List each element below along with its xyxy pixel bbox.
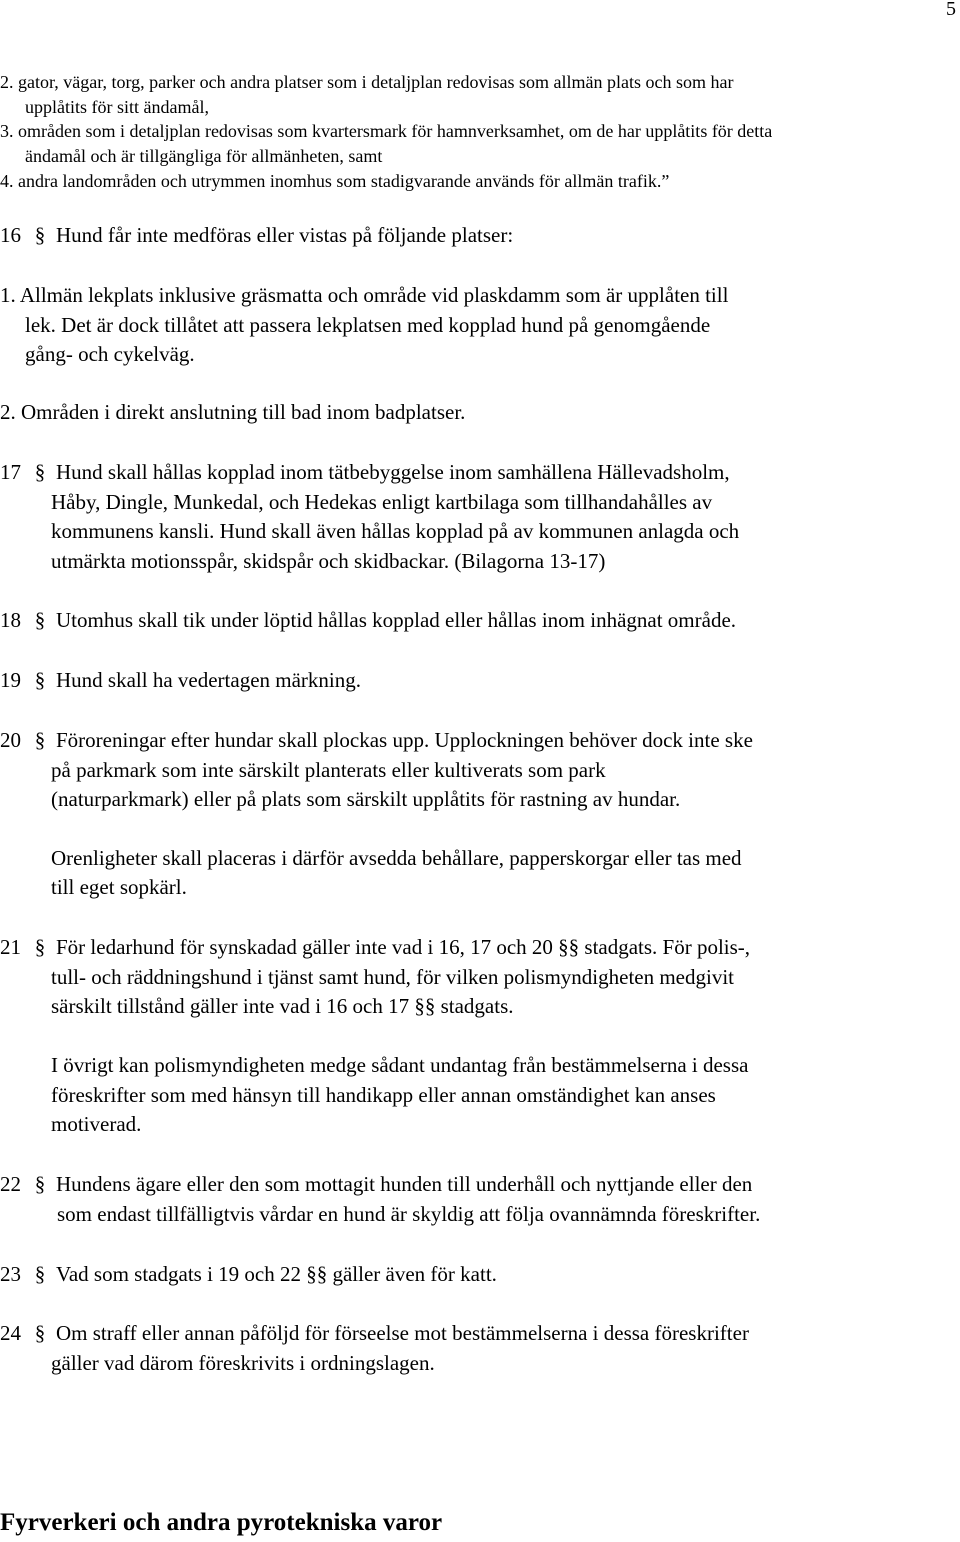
paragraph-number: 23 xyxy=(0,1262,21,1286)
paragraph-22-line2: som endast tillfälligtvis vårdar en hund är skyldig att följa ovannämnda föreskrifter. xyxy=(57,1202,761,1226)
paragraph-17-line3: kommunens kansli. Hund skall även hållas kopplad på av kommunen anlagda och xyxy=(51,519,740,543)
section-symbol: § xyxy=(558,935,569,959)
paragraph-text: Hund skall hållas kopplad inom tätbebyggelse inom samhällena Hällevadsholm, xyxy=(56,460,730,484)
section-symbol: § xyxy=(34,1262,46,1286)
paragraph-text: Utomhus skall tik under löptid hållas kopplad eller hållas inom inhägnat område. xyxy=(56,608,737,632)
paragraph-text: Om straff eller annan påföljd för förseelse mot bestämmelserna i dessa föreskrifter xyxy=(56,1321,749,1345)
section-symbol: § xyxy=(316,1262,328,1286)
paragraph-21-extra-line3: motiverad. xyxy=(51,1112,142,1136)
section-symbol: § xyxy=(414,994,425,1018)
p16-item-1-line2: lek. Det är dock tillåtet att passera lekplatsen med kopplad hund på genomgående xyxy=(25,313,711,337)
paragraph-number: 17 xyxy=(0,460,21,484)
intro-item-2-line2: upplåtits för sitt ändamål, xyxy=(25,97,209,117)
paragraph-20-line3: (naturparkmark) eller på plats som särskilt upplåtits för rastning av hundar. xyxy=(51,787,681,811)
section-symbol: § xyxy=(34,668,46,692)
paragraph-20-extra-line2: till eget sopkärl. xyxy=(51,875,187,899)
paragraph-20-extra-line1: Orenligheter skall placeras i därför avsedda behållare, papperskorgar eller tas med xyxy=(51,846,742,870)
paragraph-text: Vad som stadgats i 19 och 22 xyxy=(56,1262,301,1286)
section-symbol: § xyxy=(306,1262,317,1286)
paragraph-text-cont: gäller även för katt. xyxy=(332,1262,497,1286)
paragraph-17 xyxy=(0,457,930,487)
paragraph-20-line2: på parkmark som inte särskilt planterats eller kultiverats som park xyxy=(51,758,606,782)
paragraph-16 xyxy=(0,220,930,250)
paragraph-text-cont: stadgats. xyxy=(440,994,514,1018)
paragraph-number: 18 xyxy=(0,608,21,632)
paragraph-number: 24 xyxy=(0,1321,21,1345)
p16-item-2-line1: 2. Områden i direkt anslutning till bad inom badplatser. xyxy=(0,400,466,424)
paragraph-number: 21 xyxy=(0,935,21,959)
paragraph-number: 19 xyxy=(0,668,21,692)
section-symbol: § xyxy=(424,994,436,1018)
intro-item-2-line1: 2. gator, vägar, torg, parker och andra platser som i detaljplan redovisas som allmän plats och som har xyxy=(0,72,734,92)
paragraph-17-line4: utmärkta motionsspår, skidspår och skidbackar. (Bilagorna 13-17) xyxy=(51,549,606,573)
p16-item-1-line1: 1. Allmän lekplats inklusive gräsmatta och område vid plaskdamm som är upplåten till xyxy=(0,283,729,307)
paragraph-text: För ledarhund för synskadad gäller inte vad i 16, 17 och 20 xyxy=(56,935,553,959)
p16-item-1-line3: gång- och cykelväg. xyxy=(25,342,195,366)
paragraph-text-cont: stadgats. För polis-, xyxy=(584,935,751,959)
paragraph-text: Hund skall ha vedertagen märkning. xyxy=(56,668,361,692)
page-number: 5 xyxy=(946,0,956,20)
paragraph-text: Hund får inte medföras eller vistas på följande platser: xyxy=(56,223,514,247)
section-symbol: § xyxy=(34,1321,46,1345)
paragraph-18 xyxy=(0,605,930,635)
paragraph-19 xyxy=(0,665,930,695)
section-symbol: § xyxy=(34,935,46,959)
paragraph-22 xyxy=(0,1169,930,1199)
paragraph-text: Föroreningar efter hundar skall plockas upp. Upplockningen behöver dock inte ske xyxy=(56,728,753,752)
paragraph-24-line2: gäller vad därom föreskrivits i ordningslagen. xyxy=(51,1351,435,1375)
paragraph-21-extra-line2: föreskrifter som med hänsyn till handikapp eller annan omständighet kan anses xyxy=(51,1083,716,1107)
section-symbol: § xyxy=(34,1172,46,1196)
intro-item-3-line1: 3. områden som i detaljplan redovisas som kvartersmark för hamnverksamhet, om de har upplåtits för detta xyxy=(0,121,773,141)
paragraph-21-line2: tull- och räddningshund i tjänst samt hund, för vilken polismyndigheten medgivit xyxy=(51,965,735,989)
paragraph-23 xyxy=(0,1259,930,1289)
paragraph-20 xyxy=(0,725,930,755)
section-symbol: § xyxy=(34,728,46,752)
paragraph-21-line3 xyxy=(0,991,960,1021)
section-symbol: § xyxy=(34,608,46,632)
paragraph-21 xyxy=(0,932,930,962)
intro-item-4-line1: 4. andra landområden och utrymmen inomhus som stadigvarande används för allmän trafik.” xyxy=(0,171,670,191)
paragraph-text: Hundens ägare eller den som mottagit hunden till underhåll och nyttjande eller den xyxy=(56,1172,753,1196)
paragraph-number: 16 xyxy=(0,223,21,247)
intro-item-3-line2: ändamål och är tillgängliga för allmänheten, samt xyxy=(25,146,383,166)
section-heading: Fyrverkeri och andra pyrotekniska varor xyxy=(0,1509,443,1536)
paragraph-number: 20 xyxy=(0,728,21,752)
section-symbol: § xyxy=(34,460,46,484)
paragraph-number: 22 xyxy=(0,1172,21,1196)
section-symbol: § xyxy=(568,935,580,959)
section-symbol: § xyxy=(34,223,46,247)
paragraph-text: särskilt tillstånd gäller inte vad i 16 och 17 xyxy=(51,994,410,1018)
paragraph-24 xyxy=(0,1318,930,1348)
paragraph-17-line2: Håby, Dingle, Munkedal, och Hedekas enligt kartbilaga som tillhandahålles av xyxy=(51,490,713,514)
paragraph-21-extra-line1: I övrigt kan polismyndigheten medge sådant undantag från bestämmelserna i dessa xyxy=(51,1053,749,1077)
